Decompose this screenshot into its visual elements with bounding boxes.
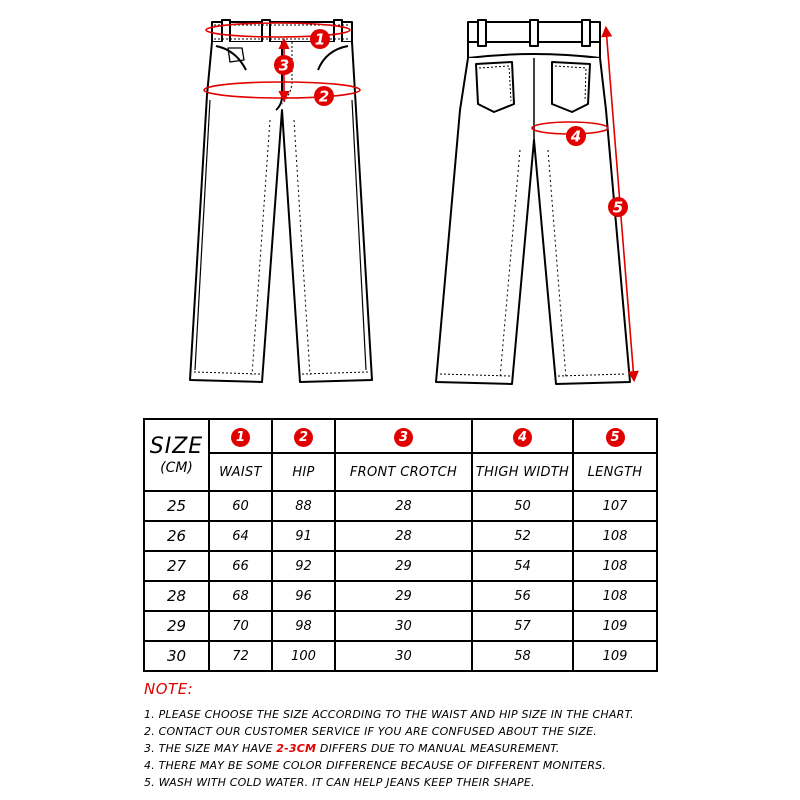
waist-cell: 60 [209,491,272,521]
waist-cell: 68 [209,581,272,611]
column-header-waist: WAIST [209,453,272,491]
badge-1: 1 [231,428,250,447]
badge-cell-hip [272,419,335,453]
waist-cell: 66 [209,551,272,581]
marker-5-label: 5 [612,198,624,217]
table-row [144,641,657,671]
length-cell: 109 [573,611,657,641]
table-row [144,611,657,641]
note-text: 3. THE SIZE MAY HAVE [144,742,277,755]
marker-5 [608,197,628,217]
waist-cell: 64 [209,521,272,551]
front-crotch-cell: 29 [335,581,472,611]
thigh-width-cell: 50 [472,491,573,521]
size-cell: 29 [144,611,209,641]
marker-3 [274,55,294,75]
note-title: NOTE: [144,680,194,698]
note-text: 2. CONTACT OUR CUSTOMER SERVICE IF YOU ARE CONFUSED ABOUT THE SIZE. [144,725,597,738]
note-item [144,740,664,757]
note-text: 5. WASH WITH COLD WATER. IT CAN HELP JEANS KEEP THEIR SHAPE. [144,776,535,789]
table-header-badge-row [144,419,657,453]
table-header-label-row [144,453,657,491]
unit-label: (CM) [160,460,193,476]
badge-2: 2 [294,428,313,447]
size-header-cell [144,419,209,491]
table-row [144,521,657,551]
size-cell: 27 [144,551,209,581]
badge-3: 3 [394,428,413,447]
note-highlight: 2-3CM [276,742,317,755]
hip-cell: 100 [272,641,335,671]
badge-cell-front-crotch [335,419,472,453]
note-item [144,706,664,723]
badge-5: 5 [606,428,625,447]
length-cell: 108 [573,521,657,551]
thigh-width-cell: 57 [472,611,573,641]
marker-4-label: 4 [570,127,582,146]
marker-2 [314,86,334,106]
waist-cell: 72 [209,641,272,671]
column-header-hip: HIP [272,453,335,491]
hip-cell: 96 [272,581,335,611]
marker-1-label: 1 [314,30,326,49]
hip-cell: 92 [272,551,335,581]
table-row [144,551,657,581]
column-header-thigh-width: THIGH WIDTH [472,453,573,491]
thigh-width-cell: 56 [472,581,573,611]
size-cell: 26 [144,521,209,551]
size-cell: 30 [144,641,209,671]
note-item [144,757,664,774]
hip-cell: 88 [272,491,335,521]
hip-cell: 91 [272,521,335,551]
length-cell: 107 [573,491,657,521]
notes-list [144,706,664,791]
size-label: SIZE [149,434,204,459]
marker-2-label: 2 [318,87,330,106]
thigh-width-cell: 52 [472,521,573,551]
marker-1 [310,29,330,49]
column-header-front-crotch: FRONT CROTCH [335,453,472,491]
size-chart-table [143,418,658,672]
note-text-after: DIFFERS DUE TO MANUAL MEASUREMENT. [316,742,560,755]
length-cell: 109 [573,641,657,671]
badge-cell-waist [209,419,272,453]
back-jeans-illustration [436,20,630,384]
waist-cell: 70 [209,611,272,641]
column-header-length: LENGTH [573,453,657,491]
hip-cell: 98 [272,611,335,641]
badge-cell-length [573,419,657,453]
note-text: 1. PLEASE CHOOSE THE SIZE ACCORDING TO THE WAIST AND HIP SIZE IN THE CHART. [144,708,634,721]
marker-4 [566,126,586,146]
marker-3-label: 3 [278,56,290,75]
front-crotch-cell: 30 [335,611,472,641]
note-item [144,774,664,791]
note-text: 4. THERE MAY BE SOME COLOR DIFFERENCE BECAUSE OF DIFFERENT MONITERS. [144,759,607,772]
table-row [144,491,657,521]
front-crotch-cell: 29 [335,551,472,581]
front-crotch-cell: 28 [335,521,472,551]
thigh-width-cell: 54 [472,551,573,581]
front-crotch-cell: 28 [335,491,472,521]
thigh-width-cell: 58 [472,641,573,671]
size-cell: 25 [144,491,209,521]
table-row [144,581,657,611]
note-item [144,723,664,740]
front-crotch-cell: 30 [335,641,472,671]
size-cell: 28 [144,581,209,611]
length-cell: 108 [573,551,657,581]
badge-cell-thigh-width [472,419,573,453]
badge-4: 4 [513,428,532,447]
length-cell: 108 [573,581,657,611]
